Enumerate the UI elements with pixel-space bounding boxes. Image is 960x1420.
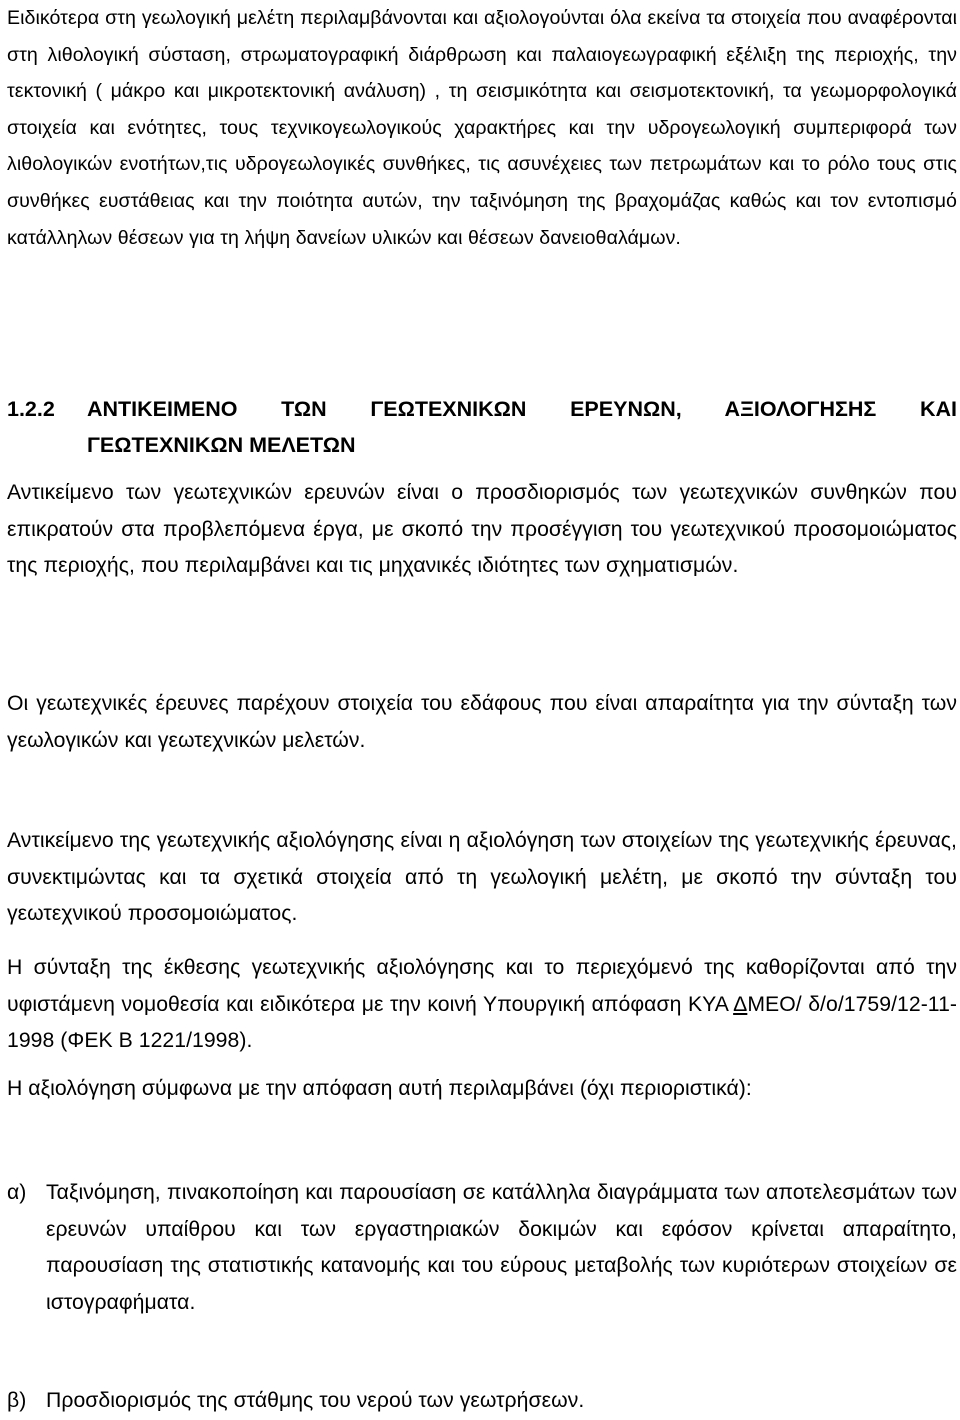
paragraph-evaluation-object: Αντικείμενο της γεωτεχνικής αξιολόγησης είναι η αξιολόγηση των στοιχείων της γεωτεχνικής έρευνας, συνεκτιμώντας και τα σχετικά στοιχεία από τη γεωλογική μελέτη, με σκοπό την σύνταξη του γεωτεχνικού προσομοιώματος.	[7, 829, 957, 926]
p4-text-after: ΜΕΟ/ δ/ο/1759/12-11-1998 (ΦΕΚ Β 1221/1998).	[7, 992, 958, 1053]
paragraph-research-object: Αντικείμενο των γεωτεχνικών ερευνών είναι ο προσδιορισμός των γεωτεχνικών συνθηκών που επικρατούν στα προβλεπόμενα έργα, με σκοπό την προσέγγιση του γεωτεχνικού προσομοιώματος της περιοχής, που περιλαμβάνει και τις μηχανικές ιδιότητες των σχηματισμών.	[7, 481, 957, 578]
paragraph-evaluation-includes: Η αξιολόγηση σύμφωνα με την απόφαση αυτή περιλαμβάνει (όχι περιοριστικά):	[7, 1077, 752, 1100]
p4-underlined-text: Δ	[733, 992, 748, 1016]
list-marker: β)	[7, 1389, 27, 1412]
list-item-a	[7, 1175, 957, 1321]
section-title-line2: ΓΕΩΤΕΧΝΙΚΩΝ ΜΕΛΕΤΩΝ	[87, 433, 356, 457]
intro-paragraph: Ειδικότερα στη γεωλογική μελέτη περιλαμβάνονται και αξιολογούνται όλα εκείνα τα στοιχεία που αναφέρονται στη λιθολογική σύσταση, στρωματογραφική διάρθρωση και παλαιογεωγραφική εξέλιξη της περιοχής, την τεκτονική ( μάκρο και μικροτεκτονική ανάλυση) , τη σεισμικότητα και σεισμοτεκτονική, τα γεωμορφολογικά στοιχεία και ενότητες, τους τεχνικογεωλογικούς χαρακτήρες και την υδρογεωλογική συμπεριφορά των λιθολογικών ενοτήτων,τις υδρογεωλογικές συνθήκες, τις ασυνέχειες των πετρωμάτων και το ρόλο τους στις συνθήκες ευστάθειας και την ποιότητα αυτών, την ταξινόμηση της βραχομάζας καθώς και τον εντοπισμό κατάλληλων θέσεων για τη λήψη δανείων υλικών και θέσεων δανειοθαλάμων.	[7, 7, 957, 249]
list-item-text: Ταξινόμηση, πινακοποίηση και παρουσίαση σε κατάλληλα διαγράμματα των αποτελεσμάτων των ερευνών υπαίθρου και των εργαστηριακών δοκιμών και εφόσον κρίνεται απαραίτητο, παρουσίαση της στατιστικής κατανομής και του εύρους μεταβολής των κυριότερων στοιχείων σε ιστογραφήματα.	[46, 1181, 957, 1314]
paragraph-research-provides: Οι γεωτεχνικές έρευνες παρέχουν στοιχεία του εδάφους που είναι απαραίτητα για την σύνταξη των γεωλογικών και γεωτεχνικών μελετών.	[7, 692, 957, 752]
list-item-text: Προσδιορισμός της στάθμης του νερού των γεωτρήσεων.	[46, 1389, 585, 1412]
p4-text-before: Η σύνταξη της έκθεσης γεωτεχνικής αξιολόγησης και το περιεχόμενό της καθορίζονται από την υφιστάμενη νομοθεσία και ειδικότερα με την κοινή Υπουργική απόφαση ΚΥΑ	[7, 956, 957, 1016]
section-number: 1.2.2	[7, 397, 55, 421]
section-title-line1: ΑΝΤΙΚΕΙΜΕΝΟ ΤΩΝ ΓΕΩΤΕΧΝΙΚΩΝ ΕΡΕΥΝΩΝ, ΑΞΙΟΛΟΓΗΣΗΣ ΚΑΙ	[87, 397, 957, 421]
section-heading	[7, 391, 957, 463]
paragraph-report-regulation	[7, 950, 957, 1060]
list-item-b	[7, 1383, 957, 1420]
list-marker: α)	[7, 1181, 27, 1204]
